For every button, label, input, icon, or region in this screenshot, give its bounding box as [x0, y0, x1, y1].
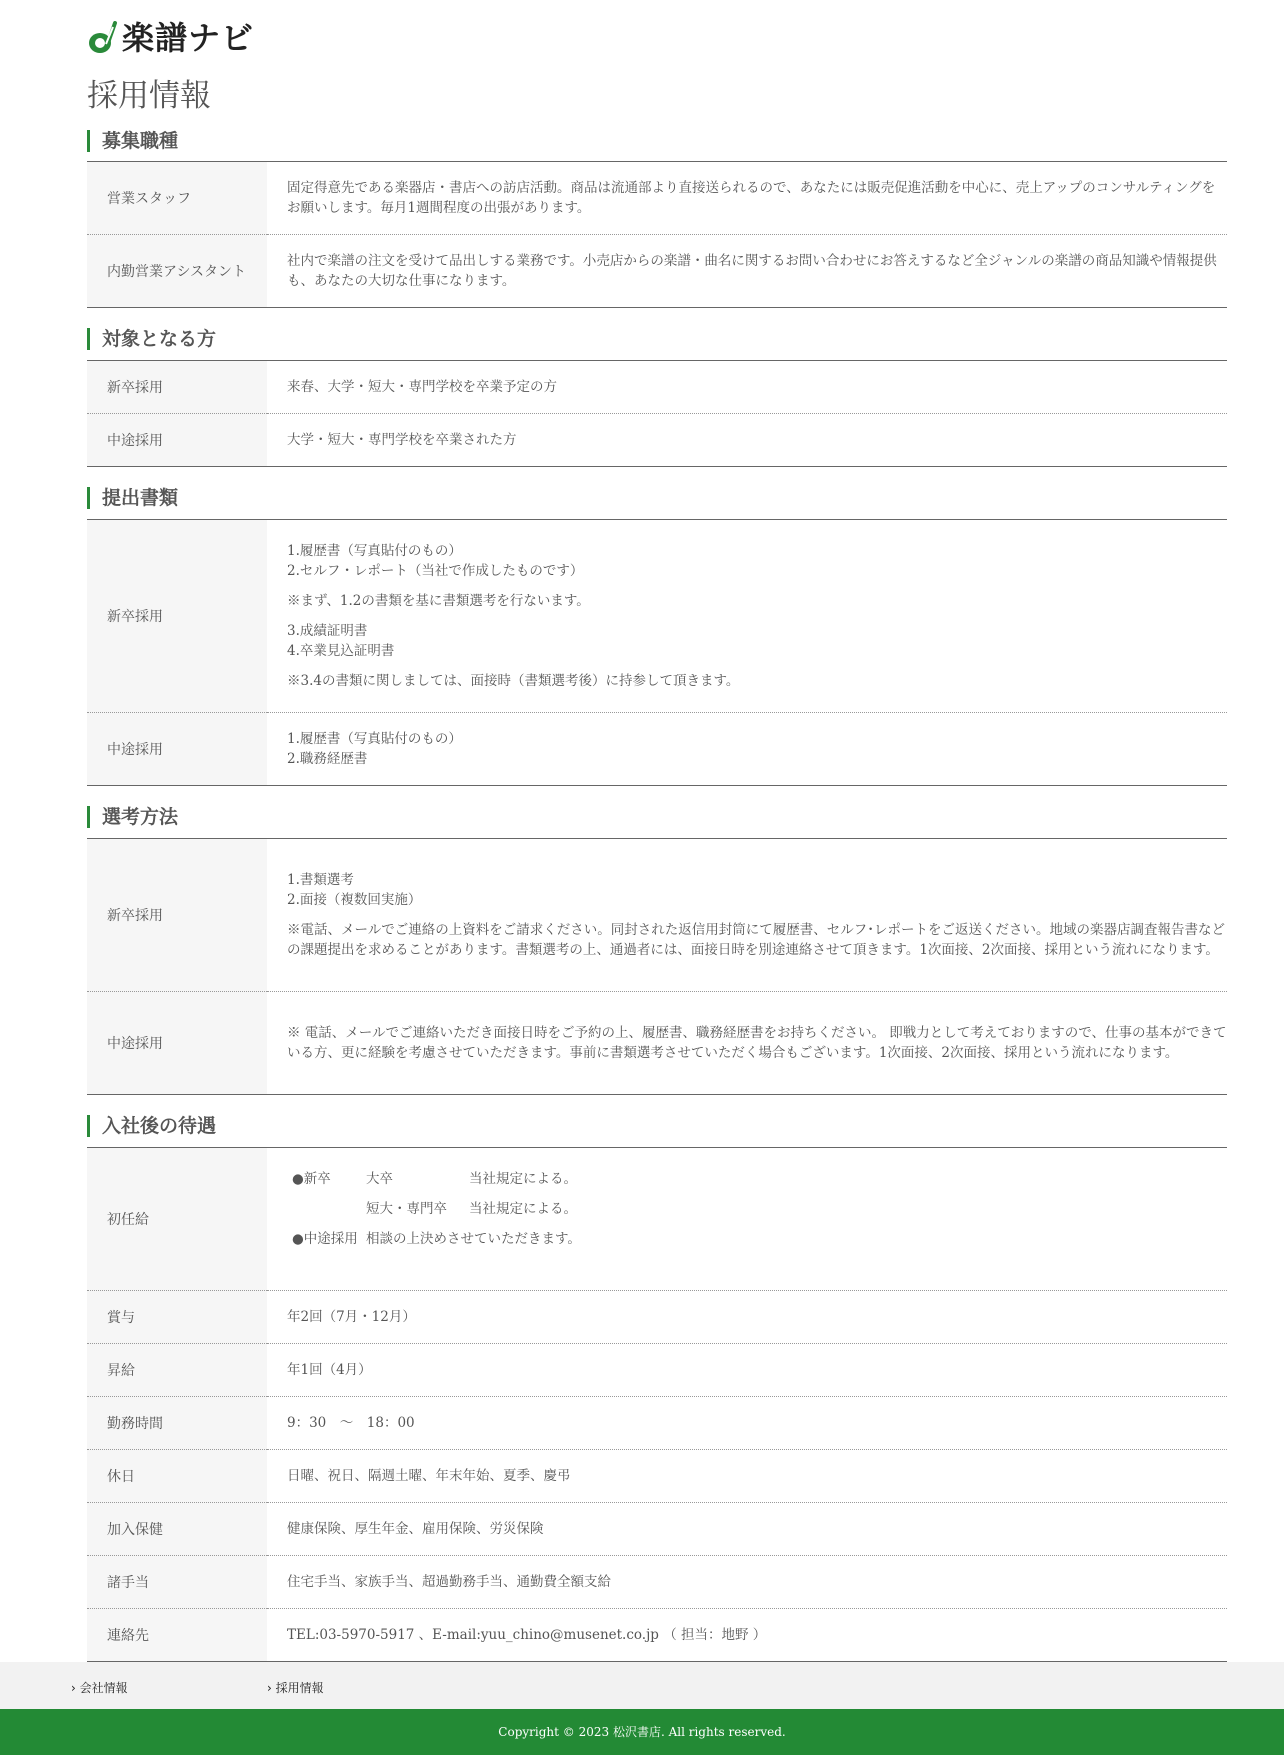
- page-title: 採用情報: [87, 78, 211, 114]
- footer-nav: [0, 1662, 1284, 1709]
- selection-step: 2.面接（複数回実施）: [287, 892, 422, 908]
- row-value: 年2回（7月・12月）: [267, 1291, 1227, 1344]
- documents-table: [87, 519, 1227, 786]
- row-label: 営業スタッフ: [87, 162, 267, 235]
- doc-note: ※まず、1.2の書類を基に書類選考を行ないます。: [287, 593, 590, 609]
- copyright: Copyright © 2023 松沢書店. All rights reserved.: [0, 1709, 1284, 1755]
- table-row: [87, 162, 1227, 235]
- table-row: [87, 1148, 1227, 1291]
- row-value: 日曜、祝日、隔週土曜、年末年始、夏季、慶弔: [267, 1450, 1227, 1503]
- row-value: 大学・短大・専門学校を卒業された方: [267, 414, 1227, 467]
- salary-cell: ●中途採用: [292, 1231, 358, 1247]
- table-row: [87, 1450, 1227, 1503]
- section-heading-positions: 募集職種: [87, 130, 1227, 152]
- row-label: 内勤営業アシスタント: [87, 235, 267, 308]
- table-row: [87, 1291, 1227, 1344]
- doc-line: 1.履歴書（写真貼付のもの）: [287, 543, 462, 559]
- row-value: 固定得意先である楽器店・書店への訪店活動。商品は流通部より直接送られるので、あなたには販売促進活動を中心に、売上アップのコンサルティングをお願いします。毎月1週間程度の出張があります。: [287, 180, 1216, 216]
- salary-cell: [292, 1199, 366, 1219]
- section-heading-documents: 提出書類: [87, 487, 1227, 509]
- row-label: 連絡先: [87, 1609, 267, 1662]
- salary-cell: 相談の上決めさせていただきます。: [366, 1231, 581, 1247]
- brand-name: 楽譜ナビ: [122, 19, 255, 57]
- row-value: 社内で楽譜の注文を受けて品出しする業務です。小売店からの楽譜・曲名に関するお問い合わせにお答えするなど全ジャンルの楽譜の商品知識や情報提供も、あなたの大切な仕事になります。: [267, 235, 1227, 308]
- table-row: [87, 1609, 1227, 1662]
- doc-line: 3.成績証明書: [287, 623, 368, 639]
- selection-step: 1.書類選考: [287, 872, 354, 888]
- table-row: [87, 361, 1227, 414]
- table-row: [87, 713, 1227, 786]
- table-row: [87, 235, 1227, 308]
- table-row: [87, 992, 1227, 1095]
- row-label: 賞与: [87, 1291, 267, 1344]
- doc-line: 1.履歴書（写真貼付のもの）: [287, 731, 462, 747]
- row-label: 中途採用: [87, 992, 267, 1095]
- salary-grid: [287, 1169, 1227, 1249]
- row-value: 住宅手当、家族手当、超過勤務手当、通勤費全額支給: [267, 1556, 1227, 1609]
- footer-link-recruit[interactable]: › 採用情報: [267, 1681, 324, 1695]
- row-value: 9：30 ～ 18：00: [267, 1397, 1227, 1450]
- row-label: 勤務時間: [87, 1397, 267, 1450]
- table-row: [87, 1397, 1227, 1450]
- table-row: [87, 414, 1227, 467]
- row-label: 昇給: [87, 1344, 267, 1397]
- section-heading-selection: 選考方法: [87, 806, 1227, 828]
- table-row: [87, 1556, 1227, 1609]
- table-row: [87, 1344, 1227, 1397]
- doc-line: 4.卒業見込証明書: [287, 643, 395, 659]
- row-label: 新卒採用: [87, 839, 267, 992]
- row-label: 加入保健: [87, 1503, 267, 1556]
- music-note-logo-icon: [88, 21, 118, 55]
- table-row: [87, 520, 1227, 713]
- doc-line: 2.セルフ・レポート（当社で作成したものです）: [287, 563, 584, 579]
- benefits-table: [87, 1147, 1227, 1662]
- row-value: TEL:03-5970-5917 、E-mail:yuu_chino@musenet.co.jp （ 担当：地野 ）: [267, 1609, 1227, 1662]
- row-label: 新卒採用: [87, 520, 267, 713]
- doc-note: ※3.4の書類に関しましては、面接時（書類選考後）に持参して頂きます。: [287, 673, 740, 689]
- row-label: 初任給: [87, 1148, 267, 1291]
- salary-cell: 大卒: [366, 1171, 393, 1187]
- table-row: [87, 839, 1227, 992]
- section-heading-benefits: 入社後の待遇: [87, 1115, 1227, 1137]
- row-label: 中途採用: [87, 713, 267, 786]
- doc-line: 2.職務経歴書: [287, 751, 368, 767]
- row-value: [267, 520, 1227, 713]
- salary-cell: 短大・専門卒: [366, 1201, 447, 1217]
- salary-cell: 当社規定による。: [469, 1171, 577, 1187]
- site-logo[interactable]: [88, 18, 254, 58]
- table-row: [87, 1503, 1227, 1556]
- row-value: 来春、大学・短大・専門学校を卒業予定の方: [287, 379, 557, 395]
- selection-table: [87, 838, 1227, 1095]
- salary-cell: 当社規定による。: [469, 1201, 577, 1217]
- row-value: ※ 電話、メールでご連絡いただき面接日時をご予約の上、履歴書、職務経歴書をお持ちください。 即戦力として考えておりますので、仕事の基本ができている方、更に経験を考慮させていただきます。事前に書類選考させていただく場合もございます。1次面接、2次面接、採用という流れになります。: [267, 992, 1227, 1095]
- eligibility-table: [87, 360, 1227, 467]
- row-label: 諸手当: [87, 1556, 267, 1609]
- positions-table: [87, 161, 1227, 308]
- row-value: 健康保険、厚生年金、雇用保険、労災保険: [267, 1503, 1227, 1556]
- salary-cell: ●新卒: [292, 1171, 331, 1187]
- row-label: 休日: [87, 1450, 267, 1503]
- row-label: 中途採用: [87, 414, 267, 467]
- section-heading-eligibility: 対象となる方: [87, 328, 1227, 350]
- footer-link-company[interactable]: › 会社情報: [71, 1681, 128, 1695]
- selection-note: ※電話、メールでご連絡の上資料をご請求ください。同封された返信用封筒にて履歴書、セルフ･レポートをご返送ください。地域の楽器店調査報告書などの課題提出を求めることがあります。書類選考の上、通過者には、面接日時を別途連絡させて頂きます。1次面接、2次面接、採用という流れになります。: [287, 922, 1225, 958]
- row-value: [267, 1148, 1227, 1291]
- row-value: 年1回（4月）: [267, 1344, 1227, 1397]
- row-value: [267, 713, 1227, 786]
- row-label: 新卒採用: [87, 361, 267, 414]
- row-value: [267, 839, 1227, 992]
